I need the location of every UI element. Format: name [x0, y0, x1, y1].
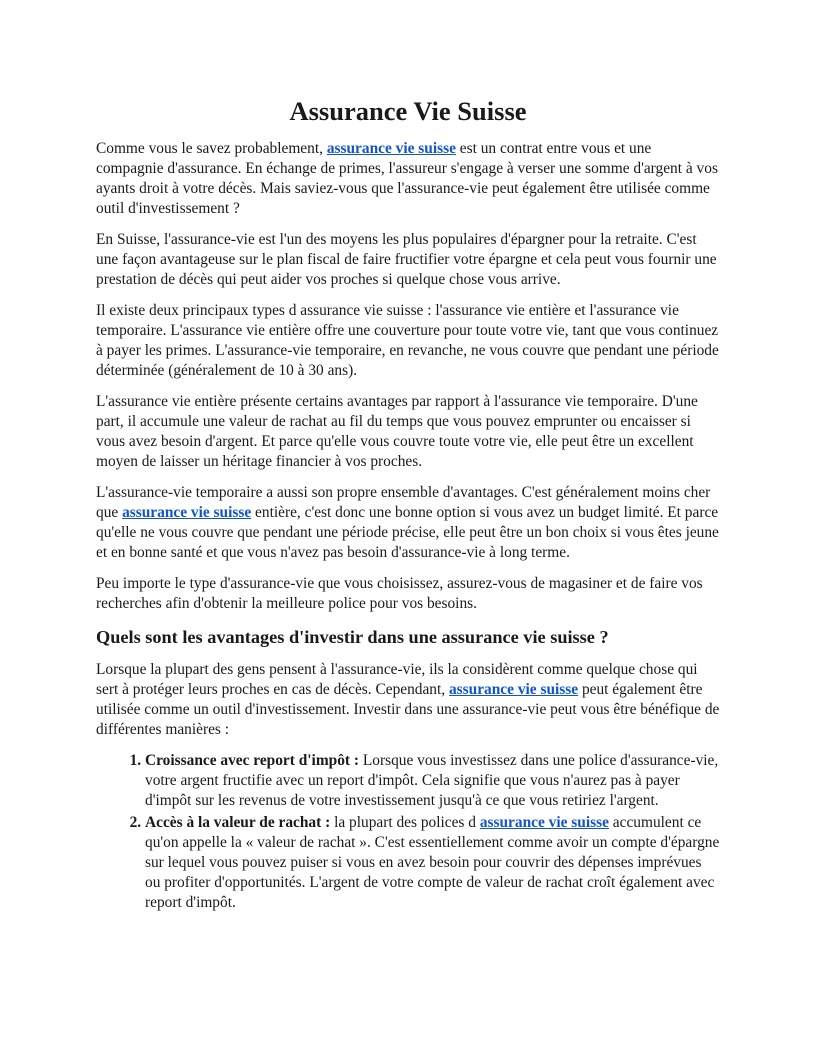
link-assurance-vie-suisse[interactable]: assurance vie suisse [326, 140, 456, 157]
paragraph-temporaire: L'assurance-vie temporaire a aussi son propre ensemble d'avantages. C'est généralement moins cher que assurance vie suisse entière, c'est donc une bonne option si vous avez un budget limité. Et parce qu'elle ne vous couvre que pendant une période précise, elle peut être un bon choix si vous êtes jeune et en bonne santé et que vous n'avez pas besoin d'assurance-vie à long terme. [96, 484, 719, 561]
paragraph-types: Il existe deux principaux types d assurance vie suisse : l'assurance vie entière et l'assurance vie temporaire. L'assurance vie entière offre une couverture pour toute votre vie, tant que vous continuez à payer les primes. L'assurance-vie temporaire, en revanche, ne vous couvre que pendant une période déterminée (généralement de 10 à 30 ans). [96, 302, 719, 379]
paragraph-intro: Comme vous le savez probablement, assurance vie suisse est un contrat entre vous et une compagnie d'assurance. En échange de primes, l'assureur s'engage à verser une somme d'argent à vos ayants droit à votre décès. Mais saviez-vous que l'assurance-vie peut également être utilisée comme outil d'investissement ? [96, 140, 718, 217]
section-heading: Quels sont les avantages d'investir dans une assurance vie suisse ? [96, 627, 609, 647]
paragraph-suisse: En Suisse, l'assurance-vie est l'un des moyens les plus populaires d'épargner pour la retraite. C'est une façon avantageuse sur le plan fiscal de faire fructifier votre épargne et cela peut vous fournir une prestation de décès qui peut aider vos proches si quelque chose vous arrive. [96, 231, 717, 288]
paragraph-investir: Lorsque la plupart des gens pensent à l'assurance-vie, ils la considèrent comme quelque chose qui sert à protéger leurs proches en cas de décès. Cependant, assurance vie suisse peut également être utilisée comme un outil d'investissement. Investir dans une assurance-vie peut vous être bénéfique de différentes manières : [96, 661, 720, 738]
list-item: 1. Croissance avec report d'impôt : Lorsque vous investissez dans une police d'assurance-vie, votre argent fructifie avec un report d'impôt. Cela signifie que vous n'aurez pas à payer d'impôt sur les revenus de votre investissement jusqu'à ce que vous retiriez l'argent. [145, 751, 720, 811]
list-item: 2. Accès à la valeur de rachat : la plupart des polices d assurance vie suisse accumulent ce qu'on appelle la « valeur de rachat ». C'est essentiellement comme avoir un compte d'épargne sur lequel vous pouvez puiser si vous en avez besoin pour couvrir des dépenses imprévues ou profiter d'opportunités. L'argent de votre compte de valeur de rachat croît également avec report d'impôt. [145, 813, 720, 913]
paragraph-conseil: Peu importe le type d'assurance-vie que vous choisissez, assurez-vous de magasiner et de faire vos recherches afin d'obtenir la meilleure police pour vos besoins. [96, 575, 703, 612]
page-title: Assurance Vie Suisse [289, 96, 527, 126]
link-assurance-vie-suisse[interactable]: assurance vie suisse [479, 814, 609, 831]
paragraph-vie-entiere: L'assurance vie entière présente certains avantages par rapport à l'assurance vie temporaire. D'une part, il accumule une valeur de rachat au fil du temps que vous pouvez emprunter ou encaisser si vous avez besoin d'argent. Et parce qu'elle vous couvre toute votre vie, elle peut être un excellent moyen de laisser un héritage financier à vos proches. [96, 393, 698, 470]
benefits-list [96, 751, 720, 913]
link-assurance-vie-suisse[interactable]: assurance vie suisse [122, 504, 252, 521]
link-assurance-vie-suisse[interactable]: assurance vie suisse [448, 681, 579, 698]
